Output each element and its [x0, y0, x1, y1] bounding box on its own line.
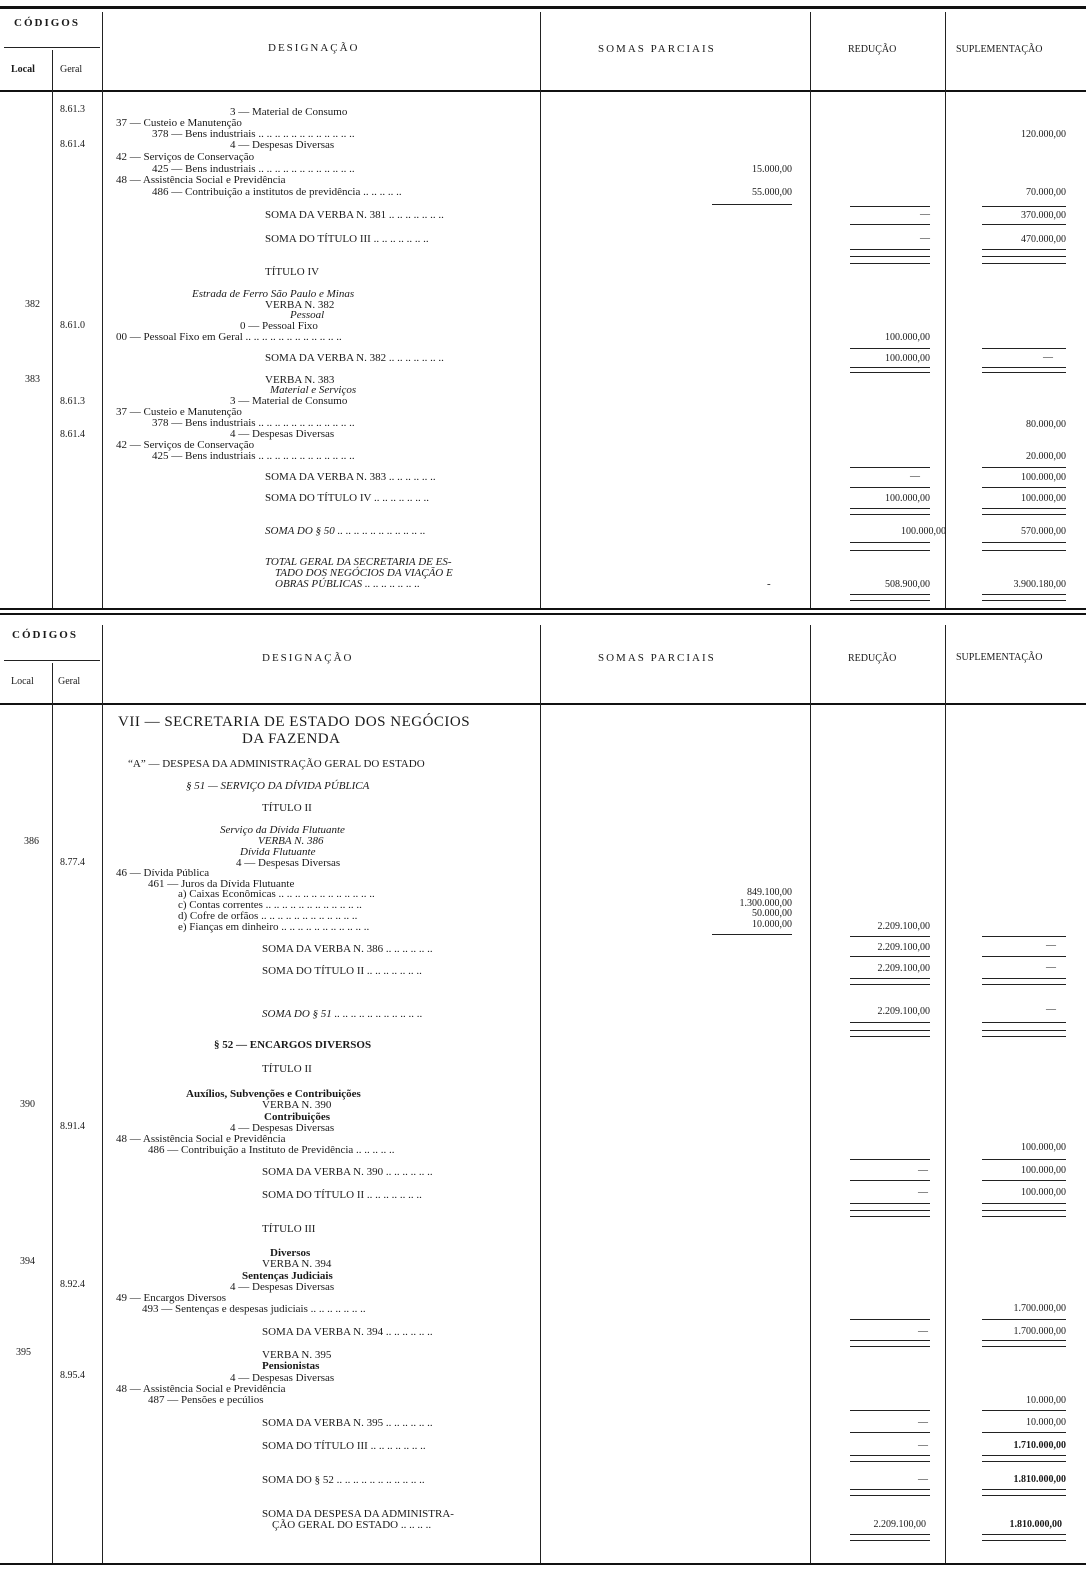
- col-line: [540, 12, 541, 608]
- underline: [982, 514, 1066, 515]
- underline: [982, 978, 1066, 979]
- subheading: Contribuições: [264, 1111, 330, 1123]
- designacao-header: DESIGNAÇÃO: [262, 652, 354, 664]
- item-line: 00 — Pessoal Fixo em Geral .. .. .. .. .. .. .. .. .. .. .. ..: [116, 331, 342, 343]
- underline: [982, 1203, 1066, 1204]
- underline: [850, 224, 930, 225]
- titulo-heading: TÍTULO III: [262, 1223, 316, 1235]
- sup-value: 3.900.180,00: [1013, 579, 1066, 590]
- sup-value: 100.000,00: [1021, 1187, 1066, 1198]
- underline: [982, 1410, 1066, 1411]
- red-value: 2.209.100,00: [873, 1519, 926, 1530]
- table-end-rule-1: [0, 608, 1086, 610]
- underline: [982, 1022, 1066, 1023]
- red-value: 100.000,00: [885, 493, 930, 504]
- section-heading: § 51 — SERVIÇO DA DÍVIDA PÚBLICA: [186, 780, 370, 792]
- underline: [850, 263, 930, 264]
- underline: [850, 1203, 930, 1204]
- item-line: 378 — Bens industriais .. .. .. .. .. .. .. .. .. .. .. ..: [152, 128, 355, 140]
- codigos-divider-1: [4, 47, 100, 48]
- sup-value: 1.810.000,00: [1013, 1474, 1066, 1485]
- item-line: 42 — Serviços de Conservação: [116, 439, 255, 451]
- underline: [850, 1455, 930, 1456]
- item-line: 0 — Pessoal Fixo: [240, 320, 318, 332]
- soma-line: SOMA DA VERBA N. 394 .. .. .. .. .. ..: [262, 1326, 433, 1338]
- underline: [712, 934, 792, 935]
- underline: [982, 1210, 1066, 1211]
- underline: [850, 1432, 930, 1433]
- item-line: 48 — Assistência Social e Previdência: [116, 1383, 286, 1395]
- titulo-heading: TÍTULO IV: [265, 266, 320, 278]
- item-line: c) Contas correntes .. .. .. .. .. .. .. .. .. .. .. ..: [178, 899, 362, 911]
- local-code: 386: [24, 836, 39, 847]
- underline: [982, 1319, 1066, 1320]
- underline: [982, 542, 1066, 543]
- underline: [850, 984, 930, 985]
- subheading: Material e Serviços: [270, 384, 357, 396]
- local-code: 383: [25, 374, 40, 385]
- codigos-header: CÓDIGOS: [14, 17, 80, 29]
- subheading: Sentenças Judiciais: [242, 1270, 333, 1282]
- underline: [850, 1180, 930, 1181]
- geral-header: Geral: [60, 64, 83, 75]
- verba-heading: VERBA N. 382: [265, 299, 335, 311]
- item-line: 37 — Custeio e Manutenção: [116, 406, 242, 418]
- partial-value: 10.000,00: [752, 919, 792, 930]
- soma-line: SOMA DA VERBA N. 395 .. .. .. .. .. ..: [262, 1417, 433, 1429]
- sup-value: 1.700.000,00: [1013, 1303, 1066, 1314]
- item-line: 425 — Bens industriais .. .. .. .. .. .. .. .. .. .. .. ..: [152, 163, 355, 175]
- sup-value: 20.000,00: [1026, 451, 1066, 462]
- red-value: 100.000,00: [885, 332, 930, 343]
- item-line: a) Caixas Econômicas .. .. .. .. .. .. .. .. .. .. .. ..: [178, 888, 375, 900]
- col-line: [52, 663, 53, 1563]
- underline: [850, 249, 930, 250]
- underline: [982, 256, 1066, 257]
- underline: [982, 600, 1066, 601]
- underline: [850, 1534, 930, 1535]
- underline: [982, 550, 1066, 551]
- codigos-header: CÓDIGOS: [12, 629, 78, 641]
- soma-line: SOMA DA VERBA N. 382 .. .. .. .. .. .. ..: [265, 352, 444, 364]
- subheading: Dívida Flutuante: [240, 846, 316, 858]
- col-line: [52, 50, 53, 608]
- sup-value: 370.000,00: [1021, 210, 1066, 221]
- geral-code: 8.61.3: [60, 396, 85, 407]
- geral-code: 8.61.0: [60, 320, 85, 331]
- underline: [982, 367, 1066, 368]
- underline: [850, 936, 930, 937]
- underline: [850, 1159, 930, 1160]
- underline: [850, 256, 930, 257]
- total-line: TADO DOS NEGÓCIOS DA VIAÇÃO E: [275, 567, 453, 579]
- red-value: 2.209.100,00: [877, 921, 930, 932]
- underline: [982, 1455, 1066, 1456]
- sup-value: —: [1046, 962, 1056, 973]
- col-line: [810, 625, 811, 1563]
- partial-value: 15.000,00: [752, 164, 792, 175]
- item-line: 4 — Despesas Diversas: [230, 139, 335, 151]
- reducao-header: REDUÇÃO: [848, 44, 897, 55]
- sup-value: 10.000,00: [1026, 1395, 1066, 1406]
- item-line: 4 — Despesas Diversas: [230, 1281, 335, 1293]
- red-value: —: [920, 233, 930, 244]
- underline: [982, 984, 1066, 985]
- underline: [850, 367, 930, 368]
- partial-value: 55.000,00: [752, 187, 792, 198]
- sup-value: 80.000,00: [1026, 419, 1066, 430]
- partial-value: 50.000,00: [752, 908, 792, 919]
- verba-heading: VERBA N. 390: [262, 1099, 332, 1111]
- titulo-heading: TÍTULO II: [262, 802, 312, 814]
- partial-value: 1.300.000,00: [739, 898, 792, 909]
- underline: [712, 204, 792, 205]
- underline: [982, 1216, 1066, 1217]
- total-dash: -: [767, 578, 771, 590]
- underline: [850, 542, 930, 543]
- underline: [982, 206, 1066, 207]
- underline: [982, 224, 1066, 225]
- item-line: e) Fianças em dinheiro .. .. .. .. .. .. .. .. .. .. ..: [178, 921, 370, 933]
- sup-value: 1.810.000,00: [1009, 1519, 1062, 1530]
- somas-parciais-header: SOMAS PARCIAIS: [598, 652, 716, 664]
- item-line: 46 — Dívida Pública: [116, 867, 210, 879]
- underline: [850, 1495, 930, 1496]
- underline: [850, 487, 930, 488]
- underline: [982, 1340, 1066, 1341]
- red-value: —: [918, 1417, 928, 1428]
- sup-value: 100.000,00: [1021, 1142, 1066, 1153]
- underline: [850, 956, 930, 957]
- underline: [982, 348, 1066, 349]
- item-line: 425 — Bens industriais .. .. .. .. .. .. .. .. .. .. .. ..: [152, 450, 355, 462]
- red-value: —: [918, 1326, 928, 1337]
- underline: [982, 1346, 1066, 1347]
- underline: [850, 1022, 930, 1023]
- soma-line: SOMA DA VERBA N. 383 .. .. .. .. .. ..: [265, 471, 436, 483]
- underline: [850, 1410, 930, 1411]
- reducao-header: REDUÇÃO: [848, 653, 897, 664]
- subheading: Diversos: [270, 1247, 311, 1259]
- col-line: [810, 12, 811, 608]
- section-heading: § 52 — ENCARGOS DIVERSOS: [214, 1039, 372, 1051]
- col-line: [540, 625, 541, 1563]
- underline: [982, 1432, 1066, 1433]
- underline: [850, 1030, 930, 1031]
- underline: [850, 1489, 930, 1490]
- local-header: Local: [11, 676, 34, 687]
- soma-line: SOMA DA VERBA N. 386 .. .. .. .. .. ..: [262, 943, 433, 955]
- geral-code: 8.92.4: [60, 1279, 85, 1290]
- geral-code: 8.61.4: [60, 429, 85, 440]
- item-line: 486 — Contribuição a Instituto de Previdência .. .. .. .. ..: [148, 1144, 395, 1156]
- sup-value: 1.710.000,00: [1013, 1440, 1066, 1451]
- local-code: 395: [16, 1347, 31, 1358]
- item-line: 4 — Despesas Diversas: [230, 428, 335, 440]
- subheading: Serviço da Dívida Flutuante: [220, 824, 345, 836]
- underline: [982, 1030, 1066, 1031]
- secretaria-heading: VII — SECRETARIA DE ESTADO DOS NEGÓCIOS: [118, 714, 471, 730]
- sup-value: 1.700.000,00: [1013, 1326, 1066, 1337]
- underline: [850, 1461, 930, 1462]
- underline: [850, 1036, 930, 1037]
- underline: [850, 1210, 930, 1211]
- verba-heading: VERBA N. 386: [258, 835, 324, 847]
- geral-code: 8.61.4: [60, 139, 85, 150]
- col-line: [945, 12, 946, 608]
- sup-value: 10.000,00: [1026, 1417, 1066, 1428]
- verba-heading: VERBA N. 383: [265, 374, 335, 386]
- underline: [850, 514, 930, 515]
- geral-code: 8.95.4: [60, 1370, 85, 1381]
- sup-value: 100.000,00: [1021, 493, 1066, 504]
- designacao-header: DESIGNAÇÃO: [268, 42, 360, 54]
- titulo-heading: TÍTULO II: [262, 1063, 312, 1075]
- red-value: 100.000,00: [885, 353, 930, 364]
- underline: [850, 1346, 930, 1347]
- red-value: 100.000,00: [901, 526, 946, 537]
- sup-value: 100.000,00: [1021, 472, 1066, 483]
- partial-value: 849.100,00: [747, 887, 792, 898]
- item-line: 48 — Assistência Social e Previdência: [116, 174, 286, 186]
- local-code: 382: [25, 299, 40, 310]
- underline: [850, 348, 930, 349]
- underline: [982, 508, 1066, 509]
- underline: [982, 1495, 1066, 1496]
- soma-line: SOMA DO § 51 .. .. .. .. .. .. .. .. .. .. ..: [262, 1008, 423, 1020]
- underline: [850, 508, 930, 509]
- item-line: 37 — Custeio e Manutenção: [116, 117, 242, 129]
- soma-line: SOMA DA VERBA N. 381 .. .. .. .. .. .. ..: [265, 209, 444, 221]
- item-line: 487 — Pensões e pecúlios: [148, 1394, 264, 1406]
- soma-line: SOMA DA DESPESA DA ADMINISTRA-: [262, 1508, 454, 1520]
- red-value: —: [918, 1440, 928, 1451]
- underline: [982, 372, 1066, 373]
- item-line: 4 — Despesas Diversas: [230, 1122, 335, 1134]
- red-value: 2.209.100,00: [877, 963, 930, 974]
- secretaria-heading: DA FAZENDA: [242, 731, 341, 747]
- soma-line: SOMA DO TÍTULO II .. .. .. .. .. .. ..: [262, 1189, 422, 1201]
- sup-value: —: [1046, 1004, 1056, 1015]
- item-line: 378 — Bens industriais .. .. .. .. .. .. .. .. .. .. .. ..: [152, 417, 355, 429]
- red-value: —: [918, 1474, 928, 1485]
- underline: [982, 1540, 1066, 1541]
- sup-value: —: [1043, 352, 1053, 363]
- geral-code: 8.91.4: [60, 1121, 85, 1132]
- underline: [982, 1036, 1066, 1037]
- subheading: Estrada de Ferro São Paulo e Minas: [192, 288, 355, 300]
- sup-value: 100.000,00: [1021, 1165, 1066, 1176]
- sup-value: 70.000,00: [1026, 187, 1066, 198]
- sup-value: 470.000,00: [1021, 234, 1066, 245]
- underline: [982, 1489, 1066, 1490]
- local-code: 394: [20, 1256, 35, 1267]
- header-rule-1: [0, 90, 1086, 92]
- local-code: 390: [20, 1099, 35, 1110]
- red-value: —: [910, 471, 920, 482]
- top-rule: [0, 6, 1086, 9]
- verba-heading: VERBA N. 394: [262, 1258, 332, 1270]
- item-line: 49 — Encargos Diversos: [116, 1292, 227, 1304]
- red-value: —: [918, 1165, 928, 1176]
- item-line: 486 — Contribuição a institutos de previdência .. .. .. .. ..: [152, 186, 402, 198]
- underline: [982, 467, 1066, 468]
- underline: [850, 594, 930, 595]
- item-line: 4 — Despesas Diversas: [230, 1372, 335, 1384]
- red-value: 2.209.100,00: [877, 1006, 930, 1017]
- soma-line: SOMA DO TÍTULO III .. .. .. .. .. .. ..: [265, 233, 429, 245]
- verba-heading: VERBA N. 395: [262, 1349, 332, 1361]
- underline: [982, 1461, 1066, 1462]
- red-value: 2.209.100,00: [877, 942, 930, 953]
- soma-line: ÇÃO GERAL DO ESTADO .. .. .. ..: [272, 1519, 432, 1531]
- col-line: [102, 625, 103, 1563]
- item-line: 4 — Despesas Diversas: [236, 857, 341, 869]
- underline: [850, 1340, 930, 1341]
- underline: [850, 372, 930, 373]
- subheading: Pessoal: [290, 309, 325, 321]
- underline: [850, 550, 930, 551]
- item-line: 42 — Serviços de Conservação: [116, 151, 255, 163]
- item-line: 3 — Material de Consumo: [230, 106, 348, 118]
- total-line: TOTAL GERAL DA SECRETARIA DE ES-: [265, 556, 452, 568]
- sup-value: 120.000,00: [1021, 129, 1066, 140]
- header-rule-2: [0, 703, 1086, 705]
- underline: [982, 487, 1066, 488]
- soma-line: SOMA DA VERBA N. 390 .. .. .. .. .. ..: [262, 1166, 433, 1178]
- subheading: Pensionistas: [262, 1360, 320, 1372]
- underline: [982, 936, 1066, 937]
- underline: [850, 1540, 930, 1541]
- suplementacao-header: SUPLEMENTAÇÃO: [956, 44, 1043, 55]
- item-line: 48 — Assistência Social e Previdência: [116, 1133, 286, 1145]
- codigos-divider-2: [4, 660, 100, 661]
- despesa-heading: “A” — DESPESA DA ADMINISTRAÇÃO GERAL DO ESTADO: [128, 758, 425, 770]
- soma-line: SOMA DO § 50 .. .. .. .. .. .. .. .. .. .. ..: [265, 525, 426, 537]
- local-header: Local: [11, 64, 35, 75]
- soma-line: SOMA DO TÍTULO III .. .. .. .. .. .. ..: [262, 1440, 426, 1452]
- col-line: [945, 625, 946, 1563]
- suplementacao-header: SUPLEMENTAÇÃO: [956, 652, 1043, 663]
- underline: [982, 1180, 1066, 1181]
- underline: [982, 1534, 1066, 1535]
- geral-code: 8.61.3: [60, 104, 85, 115]
- item-line: 461 — Juros da Dívida Flutuante: [148, 878, 295, 890]
- underline: [982, 263, 1066, 264]
- red-value: 508.900,00: [885, 579, 930, 590]
- underline: [850, 1319, 930, 1320]
- underline: [982, 1159, 1066, 1160]
- red-value: —: [920, 209, 930, 220]
- soma-line: SOMA DO TÍTULO II .. .. .. .. .. .. ..: [262, 965, 422, 977]
- total-line: OBRAS PÚBLICAS .. .. .. .. .. .. ..: [275, 578, 420, 590]
- underline: [850, 467, 930, 468]
- somas-parciais-header: SOMAS PARCIAIS: [598, 43, 716, 55]
- subheading: Auxílios, Subvenções e Contribuições: [186, 1088, 361, 1100]
- underline: [850, 978, 930, 979]
- soma-line: SOMA DO TÍTULO IV .. .. .. .. .. .. ..: [265, 492, 429, 504]
- item-line: 3 — Material de Consumo: [230, 395, 348, 407]
- col-line: [102, 12, 103, 608]
- underline: [982, 249, 1066, 250]
- geral-code: 8.77.4: [60, 857, 85, 868]
- sup-value: —: [1046, 940, 1056, 951]
- bottom-rule: [0, 1563, 1086, 1565]
- item-line: d) Cofre de orfãos .. .. .. .. .. .. .. .. .. .. .. ..: [178, 910, 358, 922]
- underline: [850, 206, 930, 207]
- soma-line: SOMA DO § 52 .. .. .. .. .. .. .. .. .. .. ..: [262, 1474, 425, 1486]
- red-value: —: [918, 1187, 928, 1198]
- underline: [982, 956, 1066, 957]
- sup-value: 570.000,00: [1021, 526, 1066, 537]
- table-start-rule-2: [0, 613, 1086, 615]
- geral-header: Geral: [58, 676, 81, 687]
- underline: [982, 594, 1066, 595]
- underline: [850, 600, 930, 601]
- underline: [850, 1216, 930, 1217]
- item-line: 493 — Sentenças e despesas judiciais .. .. .. .. .. .. ..: [142, 1303, 366, 1315]
